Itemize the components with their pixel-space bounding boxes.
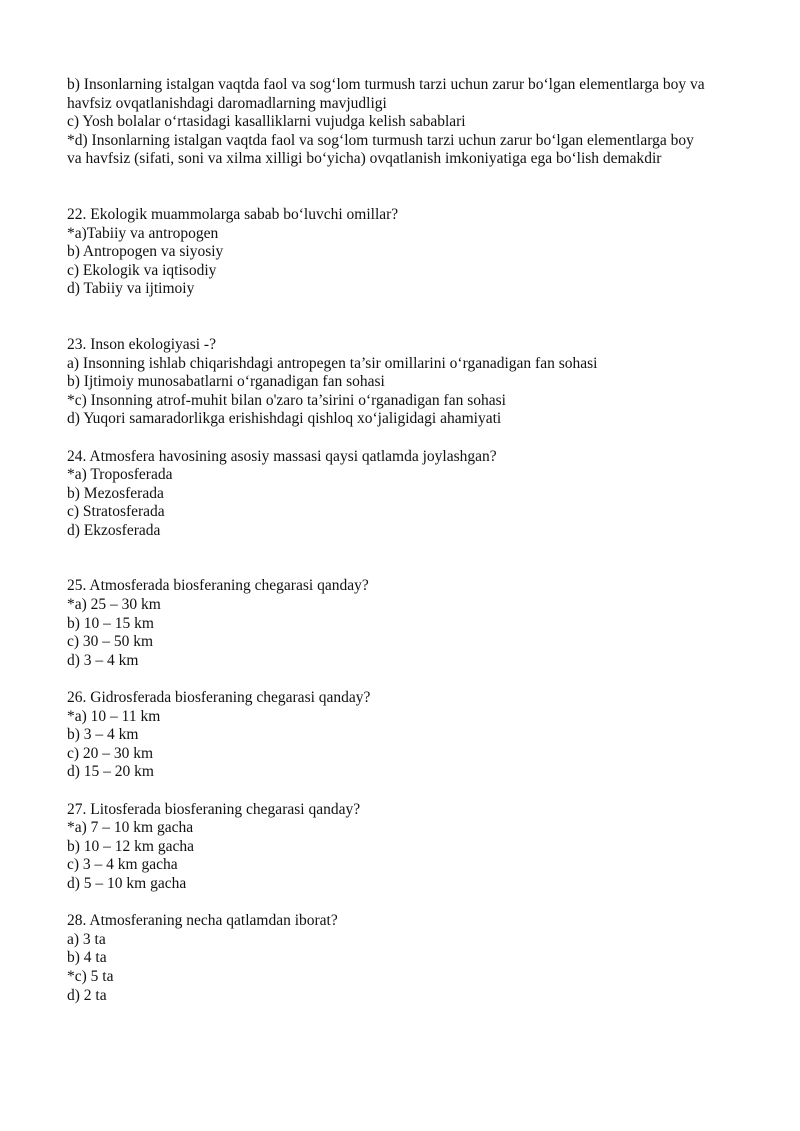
answer-option: c) 3 – 4 km gacha <box>67 856 178 874</box>
answer-option: *a)Tabiiy va antropogen <box>67 224 219 242</box>
answer-option: *a) 25 – 30 km <box>67 596 161 614</box>
question-text: 23. Inson ekologiyasi -? <box>67 335 216 353</box>
question-block-22 <box>67 206 737 299</box>
answer-option: *a) Troposferada <box>67 466 173 484</box>
question-text: 24. Atmosfera havosining asosiy massasi qaysi qatlamda joylashgan? <box>67 447 497 465</box>
answer-option: c) Ekologik va iqtisodiy <box>67 261 217 279</box>
answer-option: a) 3 ta <box>67 930 106 948</box>
answer-option: b) 3 – 4 km <box>67 726 139 744</box>
question-text: 22. Ekologik muammolarga sabab bo‘luvchi omillar? <box>67 205 399 223</box>
answer-option: *c) Insonning atrof-muhit bilan o'zaro ta’sirini o‘rganadigan fan sohasi <box>67 391 506 409</box>
answer-option: b) Ijtimoiy munosabatlarni o‘rganadigan fan sohasi <box>67 373 385 391</box>
answer-option: d) Tabiiy va ijtimoiy <box>67 280 195 298</box>
option-line: va havfsiz (sifati, soni va xilma xilligi bo‘yicha) ovqatlanish imkoniyatiga ega bo‘lish demakdir <box>67 150 662 168</box>
answer-option: b) 10 – 15 km <box>67 614 154 632</box>
answer-option: *a) 7 – 10 km gacha <box>67 819 194 837</box>
answer-option: d) 15 – 20 km <box>67 763 154 781</box>
answer-option: b) 10 – 12 km gacha <box>67 837 194 855</box>
question-text: 25. Atmosferada biosferaning chegarasi qanday? <box>67 577 369 595</box>
question-block-26 <box>67 689 737 782</box>
answer-option: b) Antropogen va siyosiy <box>67 243 224 261</box>
answer-option: c) 20 – 30 km <box>67 744 154 762</box>
question-text: 26. Gidrosferada biosferaning chegarasi qanday? <box>67 689 371 707</box>
question-text: 27. Litosferada biosferaning chegarasi qanday? <box>67 800 361 818</box>
question-text: 28. Atmosferaning necha qatlamdan iborat? <box>67 912 338 930</box>
answer-option: c) 30 – 50 km <box>67 633 154 651</box>
answer-option: d) 2 ta <box>67 986 107 1004</box>
option-line: b) Insonlarning istalgan vaqtda faol va sog‘lom turmush tarzi uchun zarur bo‘lgan elementlarga boy va <box>67 76 705 93</box>
spacer <box>67 429 737 448</box>
spacer <box>67 670 737 689</box>
spacer <box>67 894 737 913</box>
answer-option: *c) 5 ta <box>67 967 114 985</box>
spacer <box>67 299 737 336</box>
question-block-23 <box>67 336 737 429</box>
answer-option: d) Yuqori samaradorlikga erishishdagi qishloq xo‘jaligidagi ahamiyati <box>67 410 502 428</box>
answer-option: d) 5 – 10 km gacha <box>67 874 187 892</box>
intro-options <box>67 76 737 169</box>
document-page <box>67 76 737 1005</box>
spacer <box>67 782 737 801</box>
question-block-25 <box>67 577 737 670</box>
spacer <box>67 169 737 206</box>
option-line: c) Yosh bolalar o‘rtasidagi kasalliklarni vujudga kelish sabablari <box>67 113 466 131</box>
option-line: *d) Insonlarning istalgan vaqtda faol va sog‘lom turmush tarzi uchun zarur bo‘lgan elementlarga boy <box>67 131 694 149</box>
answer-option: b) Mezosferada <box>67 484 164 502</box>
answer-option: c) Stratosferada <box>67 503 165 521</box>
answer-option: d) 3 – 4 km <box>67 651 139 669</box>
question-block-28 <box>67 912 737 1005</box>
question-block-27 <box>67 801 737 894</box>
answer-option: a) Insonning ishlab chiqarishdagi antropegen ta’sir omillarini o‘rganadigan fan sohasi <box>67 354 598 372</box>
answer-option: *a) 10 – 11 km <box>67 707 161 725</box>
answer-option: d) Ekzosferada <box>67 521 161 539</box>
option-line: havfsiz ovqatlanishdagi daromadlarning mavjudligi <box>67 94 387 112</box>
answer-option: b) 4 ta <box>67 949 107 967</box>
spacer <box>67 540 737 577</box>
question-block-24 <box>67 448 737 541</box>
